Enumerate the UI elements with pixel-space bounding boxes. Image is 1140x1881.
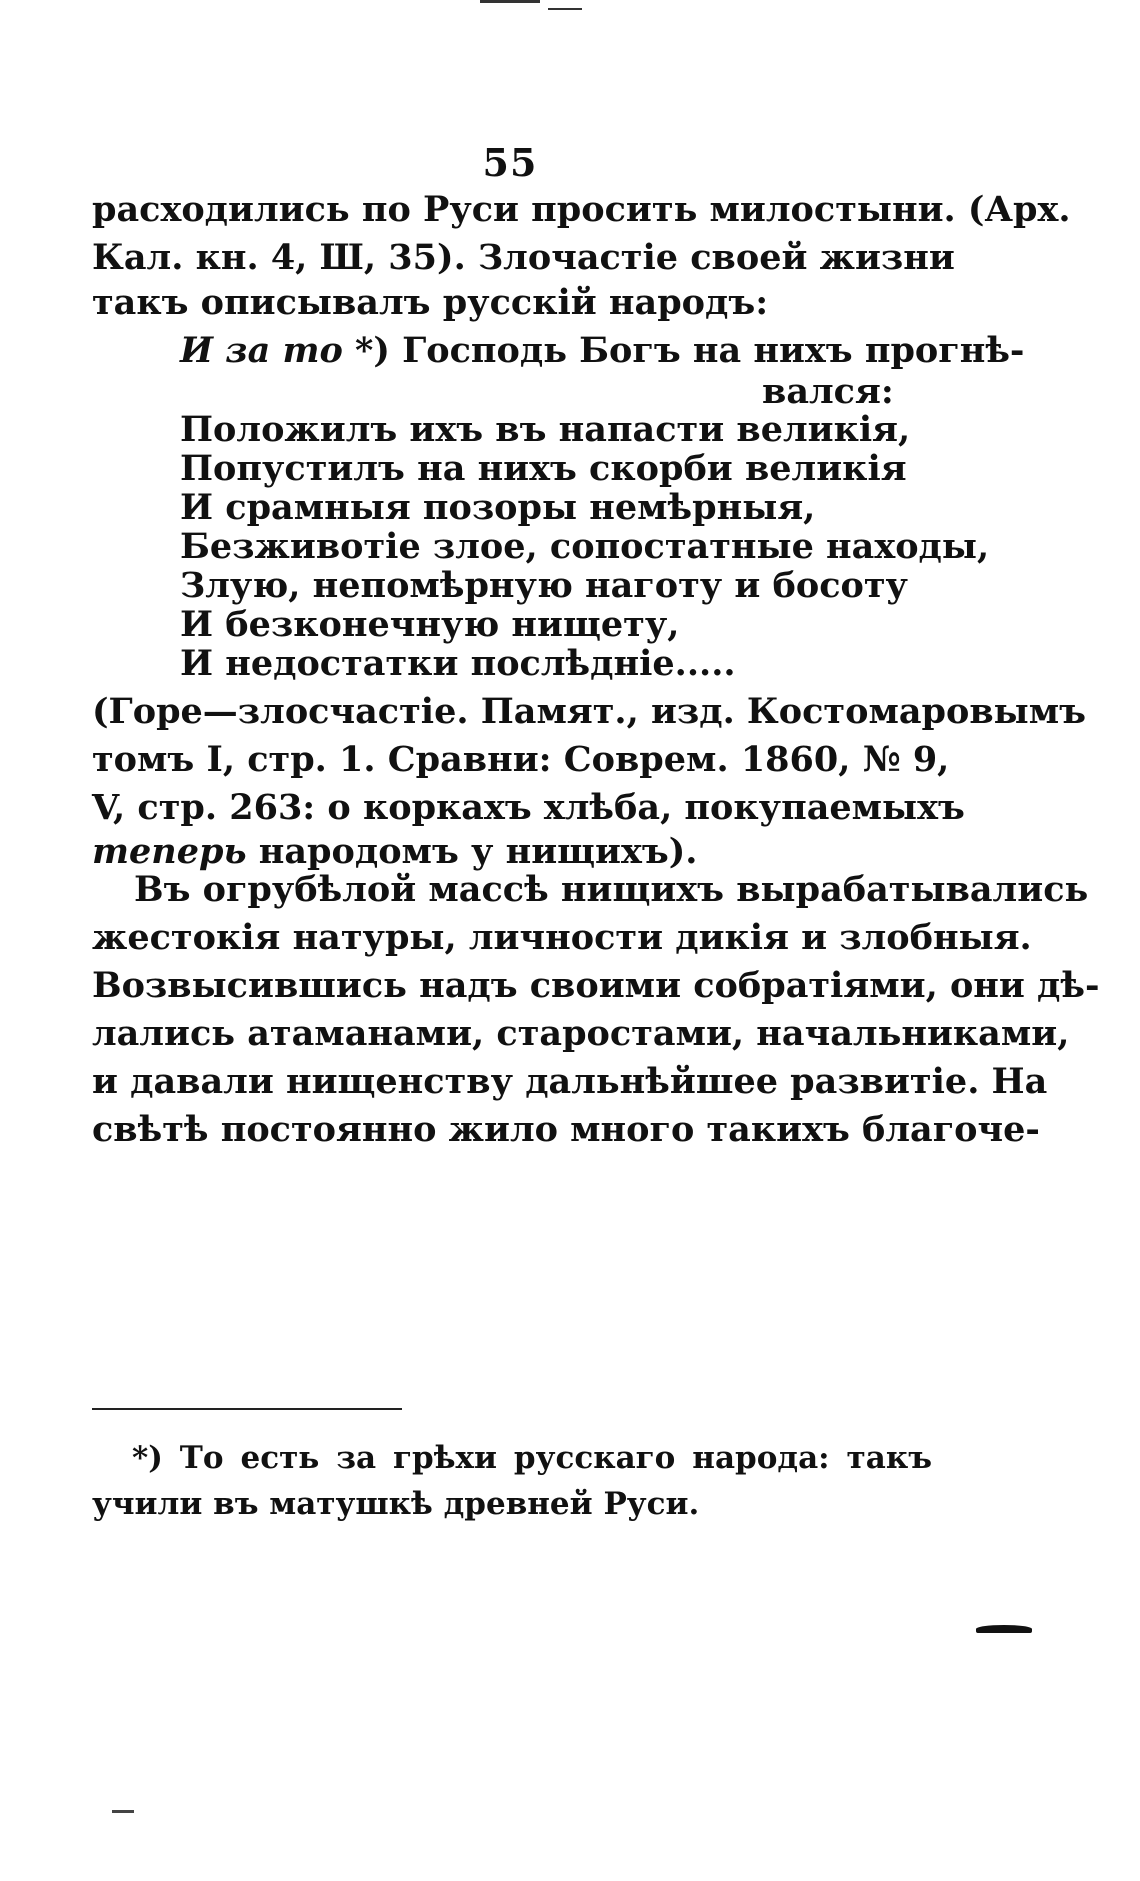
- text-line: Кал. кн. 4, Ш, 35). Злочастіе своей жизни: [92, 237, 955, 278]
- footnote-divider: [92, 1408, 402, 1410]
- paragraph-line: и давали нищенству дальнѣйшее развитіе. На: [92, 1061, 1048, 1102]
- page-number: 55: [482, 140, 538, 185]
- text-line-rest: народомъ у нищихъ).: [246, 831, 698, 872]
- italic-word: теперь: [92, 831, 247, 872]
- verse-line-text: Господь Богъ на нихъ прогнѣ-: [402, 330, 1025, 371]
- text-line: [92, 831, 698, 872]
- text-line: (Горе—злосчастіе. Памят., изд. Костомаровымъ: [92, 691, 1087, 732]
- verse-line: [180, 330, 1025, 371]
- footnote-line: *) То есть за грѣхи русскаго народа: такъ: [132, 1440, 932, 1476]
- verse-line: Положилъ ихъ въ напасти великія,: [180, 409, 911, 450]
- paragraph-line: лались атаманами, старостами, начальниками,: [92, 1013, 1070, 1054]
- text-line: расходились по Руси просить милостыни. (Арх.: [92, 189, 1071, 230]
- verse-italic-phrase: И за то: [180, 330, 343, 371]
- text-line: такъ описывалъ русскій народъ:: [92, 282, 769, 323]
- verse-line: Безживотіе злое, сопостатные находы,: [180, 526, 990, 567]
- top-edge-rule: [480, 0, 540, 3]
- paragraph-line: жестокія натуры, личности дикія и злобныя.: [92, 917, 1032, 958]
- text-line: томъ I, стр. 1. Сравни: Соврем. 1860, № 9,: [92, 739, 950, 780]
- paragraph-line: Возвысившись надъ своими собратіями, они дѣ-: [92, 965, 1100, 1006]
- paragraph-line: свѣтѣ постоянно жило много такихъ благоче-: [92, 1109, 1040, 1150]
- verse-line: Попустилъ на нихъ скорби великія: [180, 448, 907, 489]
- paragraph-line: Въ огрубѣлой массѣ нищихъ вырабатывались: [134, 869, 1089, 910]
- top-edge-rule-short: [548, 8, 582, 10]
- verse-line: Злую, непомѣрную наготу и босоту: [180, 565, 908, 606]
- verse-line: И срамныя позоры немѣрныя,: [180, 487, 816, 528]
- margin-ink-mark: [976, 1625, 1032, 1633]
- corner-ink-mark: [112, 1810, 134, 1813]
- verse-line: И недостатки послѣдніе.....: [180, 643, 736, 684]
- verse-line-continuation: вался:: [762, 371, 894, 412]
- footnote-mark: *): [342, 330, 403, 371]
- verse-line: И безконечную нищету,: [180, 604, 680, 645]
- text-line: V, стр. 263: о коркахъ хлѣба, покупаемыхъ: [92, 787, 965, 828]
- footnote-line: учили въ матушкѣ древней Руси.: [92, 1486, 700, 1522]
